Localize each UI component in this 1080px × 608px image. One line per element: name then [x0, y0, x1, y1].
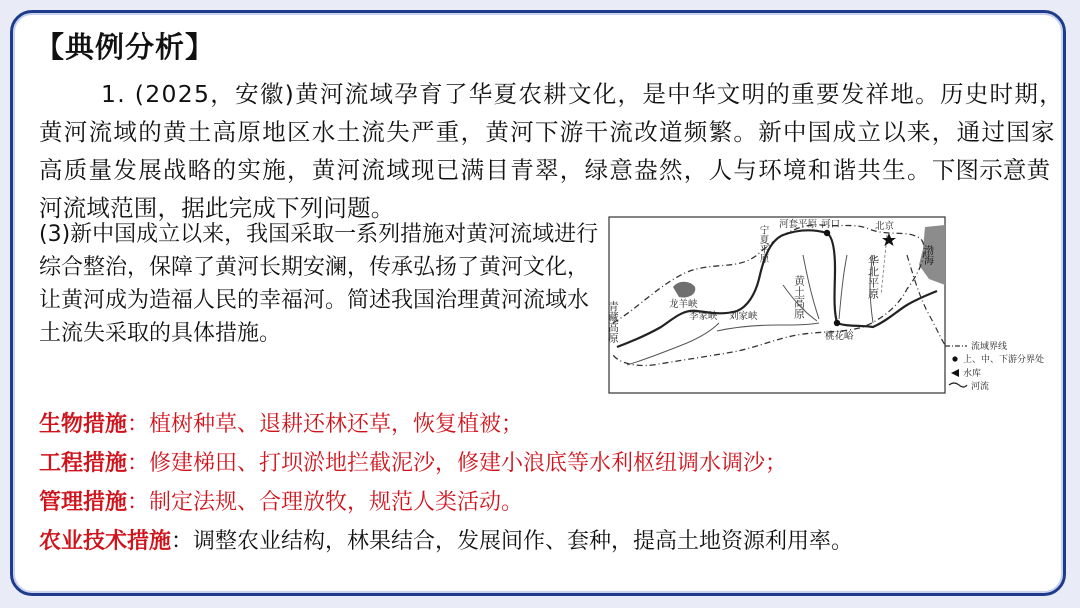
map-label-huangtu: 黄土高原 [792, 275, 806, 319]
answer-label: 农业技术措施 [39, 529, 172, 554]
legend-boundary: 流域界线 [971, 342, 1008, 352]
map-label-lijia: 李家峡 [689, 311, 718, 322]
map-label-qinghai: 青藏高原 [607, 301, 619, 343]
answer-colon: ： [127, 490, 150, 515]
legend-divide: 上、中、下游分界处 [963, 355, 1045, 365]
answer-label: 管理措施 [39, 490, 128, 515]
answer-text: 植树种草、退耕还林还草，恢复植被； [149, 412, 524, 437]
map-label-huayuankou: 桃花峪 [825, 331, 854, 342]
map-label-ningxia: 宁夏平原 [757, 225, 769, 263]
map-label-liujia: 刘家峡 [729, 311, 758, 322]
map-label-hetao: 河套平原 [779, 219, 818, 230]
answer-text: 制定法规、合理放牧，规范人类活动。 [149, 490, 524, 515]
answer-row-management [39, 483, 1069, 522]
section-title: 【典例分析】 [35, 30, 216, 64]
answer-text: 调整农业结构，林果结合，发展间作、套种，提高土地资源利用率。 [193, 529, 854, 554]
yellow-river-basin-map [607, 215, 1073, 397]
map-label-hekou: 河口 [821, 219, 841, 230]
slide-card [10, 10, 1066, 596]
answer-label: 生物措施 [39, 412, 128, 437]
map-label-huabei: 华北平原 [866, 255, 880, 299]
question-number: 1. (2025，安徽) [101, 80, 296, 108]
answer-colon: ： [127, 412, 150, 437]
question-paragraph [39, 75, 1069, 227]
map-legend [945, 340, 1044, 392]
answer-row-bio [39, 405, 1069, 444]
answer-row-engineering [39, 444, 1069, 483]
question-ending: 下图示意黄河流域范围，据此完成下列问题。 [39, 156, 1051, 222]
answer-colon: ： [171, 529, 194, 554]
answer-row-agritech [39, 522, 1069, 561]
answer-list [39, 405, 1069, 561]
answer-colon: ： [127, 451, 150, 476]
legend-reservoir: 水库 [963, 369, 982, 379]
legend-river: 河流 [971, 382, 990, 392]
map-label-longyang: 龙羊峡 [669, 299, 698, 310]
map-label-beijing: 北京 [875, 221, 895, 232]
sub-question: (3)新中国成立以来，我国采取一系列措施对黄河流域进行综合整治，保障了黄河长期安澜，传承弘扬了黄河文化，让黄河成为造福人民的幸福河。简述我国治理黄河流域水土流失采取的具体措施。 [39, 222, 599, 346]
map-label-bohai: 渤海 [921, 245, 933, 265]
answer-label: 工程措施 [39, 451, 128, 476]
answer-text: 修建梯田、打坝淤地拦截泥沙，修建小浪底等水利枢纽调水调沙； [149, 451, 788, 476]
question-text: 黄河流域孕育了华夏农耕文化，是中华文明的重要发祥地。历史时期，黄河流域的黄土高原地区水土流失严重，黄河下游干流改道频繁。新中国成立以来，通过国家高质量发展战略的实施，黄河流域现已满目青翠，绿意盎然，人与环境和谐共生。 [39, 80, 1064, 184]
